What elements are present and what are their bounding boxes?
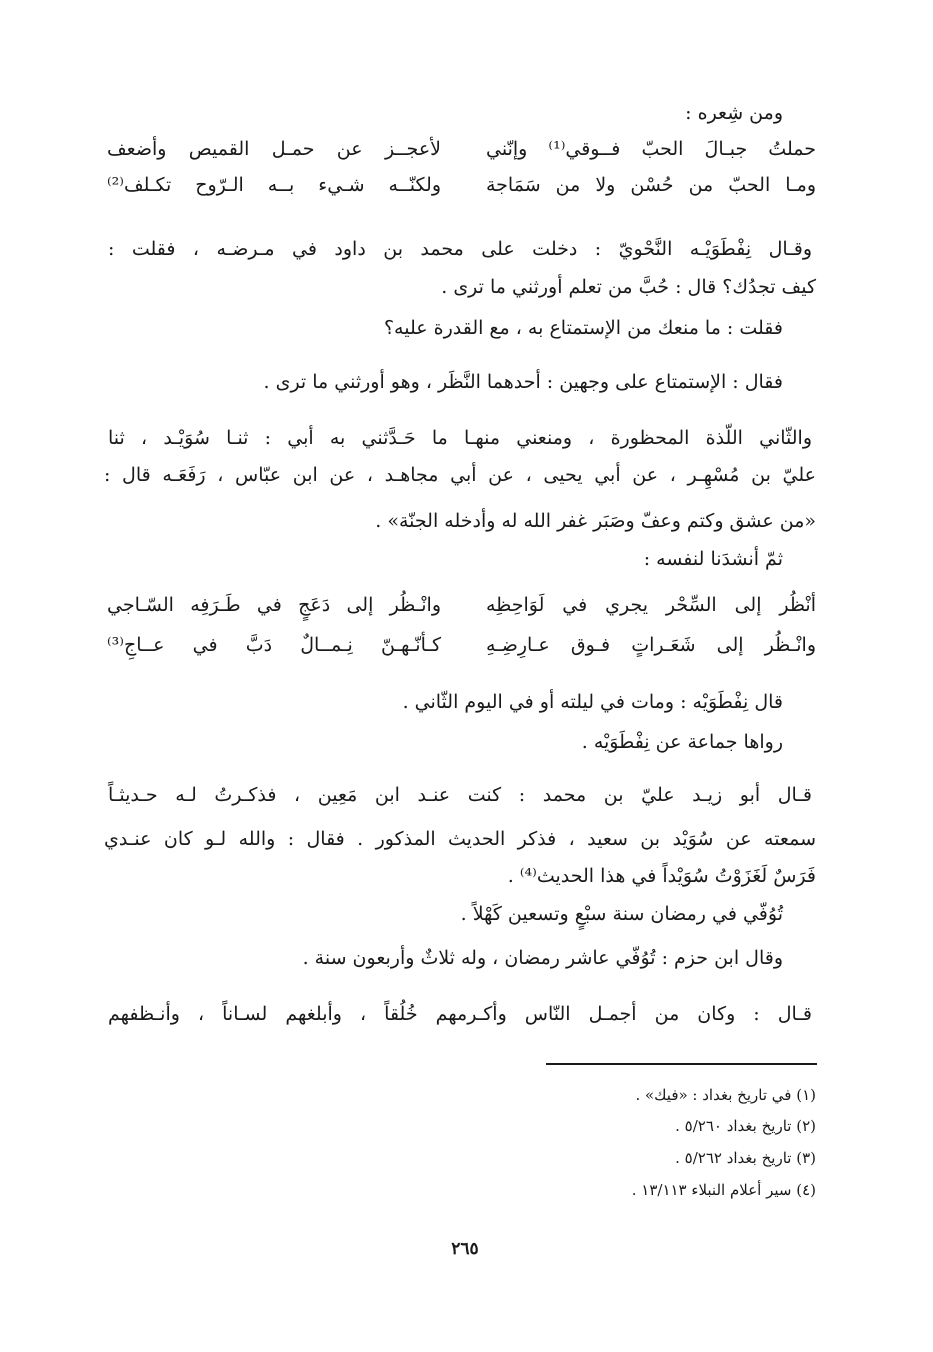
text-line: رواها جماعة عن نِفْطَوَيْه . <box>581 731 783 753</box>
footnote: (١) في تاريخ بغداد : «فيك» . <box>635 1086 816 1104</box>
text-line: قال نِفْطَوَيْه : ومات في ليلته أو في اليوم الثّاني . <box>402 691 783 713</box>
text-line: وقـال نِفْطَوَيْـه النَّحْويّ : دخلت على محمد بن داود في مـرضـه ، فقلت : <box>108 238 812 260</box>
text-line: عليّ بن مُسْهِـر ، عن أبي يحيى ، عن أبي مجاهـد ، عن ابن عبّاس ، رَفَعَـه قال : <box>104 464 816 486</box>
verse-hemistich-left: لأعجــز عن حمـل القميص وأضعف <box>107 138 441 160</box>
verse-hemistich-left: كـأنّـهـنّ نِـمــالٌ دَبَّ في عــاجِ⁽³⁾ <box>107 634 441 656</box>
text-line: وقال ابن حزم : تُوُفّي عاشر رمضان ، وله ثلاثٌ وأربعون سنة . <box>302 947 783 969</box>
text-line: سمعته عن سُوَيْد بن سعيد ، فذكر الحديث المذكور . فقال : والله لـو كان عنـدي <box>104 828 816 850</box>
text-line: فقال : الإستمتاع على وجهين : أحدهما النَّظَر ، وهو أورثني ما ترى . <box>263 371 783 393</box>
paragraph-5: قـال : وكان من أجمـل النّاس وأكـرمهم خُلُقاً ، وأبلغهم لسـاناً ، وأنـظفهم <box>108 1003 812 1025</box>
verse-hemistich-left: ولكنّــه شـيء بــه الـرّوح تكـلف⁽²⁾ <box>107 174 441 196</box>
verse-hemistich-right: أنْظُر إلى السِّحْر يجري في لَوَاحِظِه <box>486 594 816 616</box>
text-line: قـال أبو زيـد عليّ بن محمد : كنت عنـد ابن مَعِين ، فذكـرتُ لـه حـديثـاً <box>108 784 812 806</box>
verse-hemistich-right: وانْـظُر إلى شَعَـراتٍ فـوق عـارِضِـهِ <box>486 634 816 656</box>
footnote: (٢) تاريخ بغداد ٥/٢٦٠ . <box>675 1117 816 1135</box>
page-number: ٢٦٥ <box>451 1239 479 1259</box>
text-line: ثمّ أنشدَنا لنفسه : <box>643 548 783 570</box>
text-line: تُوُفّي في رمضان سنة سبْعٍ وتسعين كَهْلاً . <box>460 903 783 925</box>
verse-hemistich-right: ومـا الحبّ من حُسْن ولا من سَمَاجة <box>486 174 816 196</box>
text-line: فَرَسٌ لَغَزَوْتُ سُوَيْداً في هذا الحديث⁽⁴⁾ . <box>507 865 816 887</box>
text-line: والثّاني اللّذة المحظورة ، ومنعني منهـا ما حَـدَّثني به أبي : ثنـا سُوَيْـد ، ثنا <box>108 427 812 449</box>
verse-hemistich-right: حملتُ جبـالَ الحبّ فــوقي⁽¹⁾ وإنّني <box>486 138 816 160</box>
text-line: فقلت : ما منعك من الإستمتاع به ، مع القدرة عليه؟ <box>383 317 783 339</box>
text-line: «من عشق وكتم وعفّ وصَبَر غفر الله له وأدخله الجنّة» . <box>375 510 816 532</box>
verse-hemistich-left: وانْـظُر إلى دَعَجٍ في طَـرَفِه السّـاجي <box>107 594 441 616</box>
footnote: (٣) تاريخ بغداد ٥/٢٦٢ . <box>675 1149 816 1167</box>
intro-line: ومن شِعره : <box>685 102 783 124</box>
footnote: (٤) سير أعلام النبلاء ١٣/١١٣ . <box>631 1181 816 1199</box>
footnote-separator <box>546 1063 817 1065</box>
text-line: كيف تجدُك؟ قال : حُبَّ من تعلم أورثني ما ترى . <box>441 276 816 298</box>
